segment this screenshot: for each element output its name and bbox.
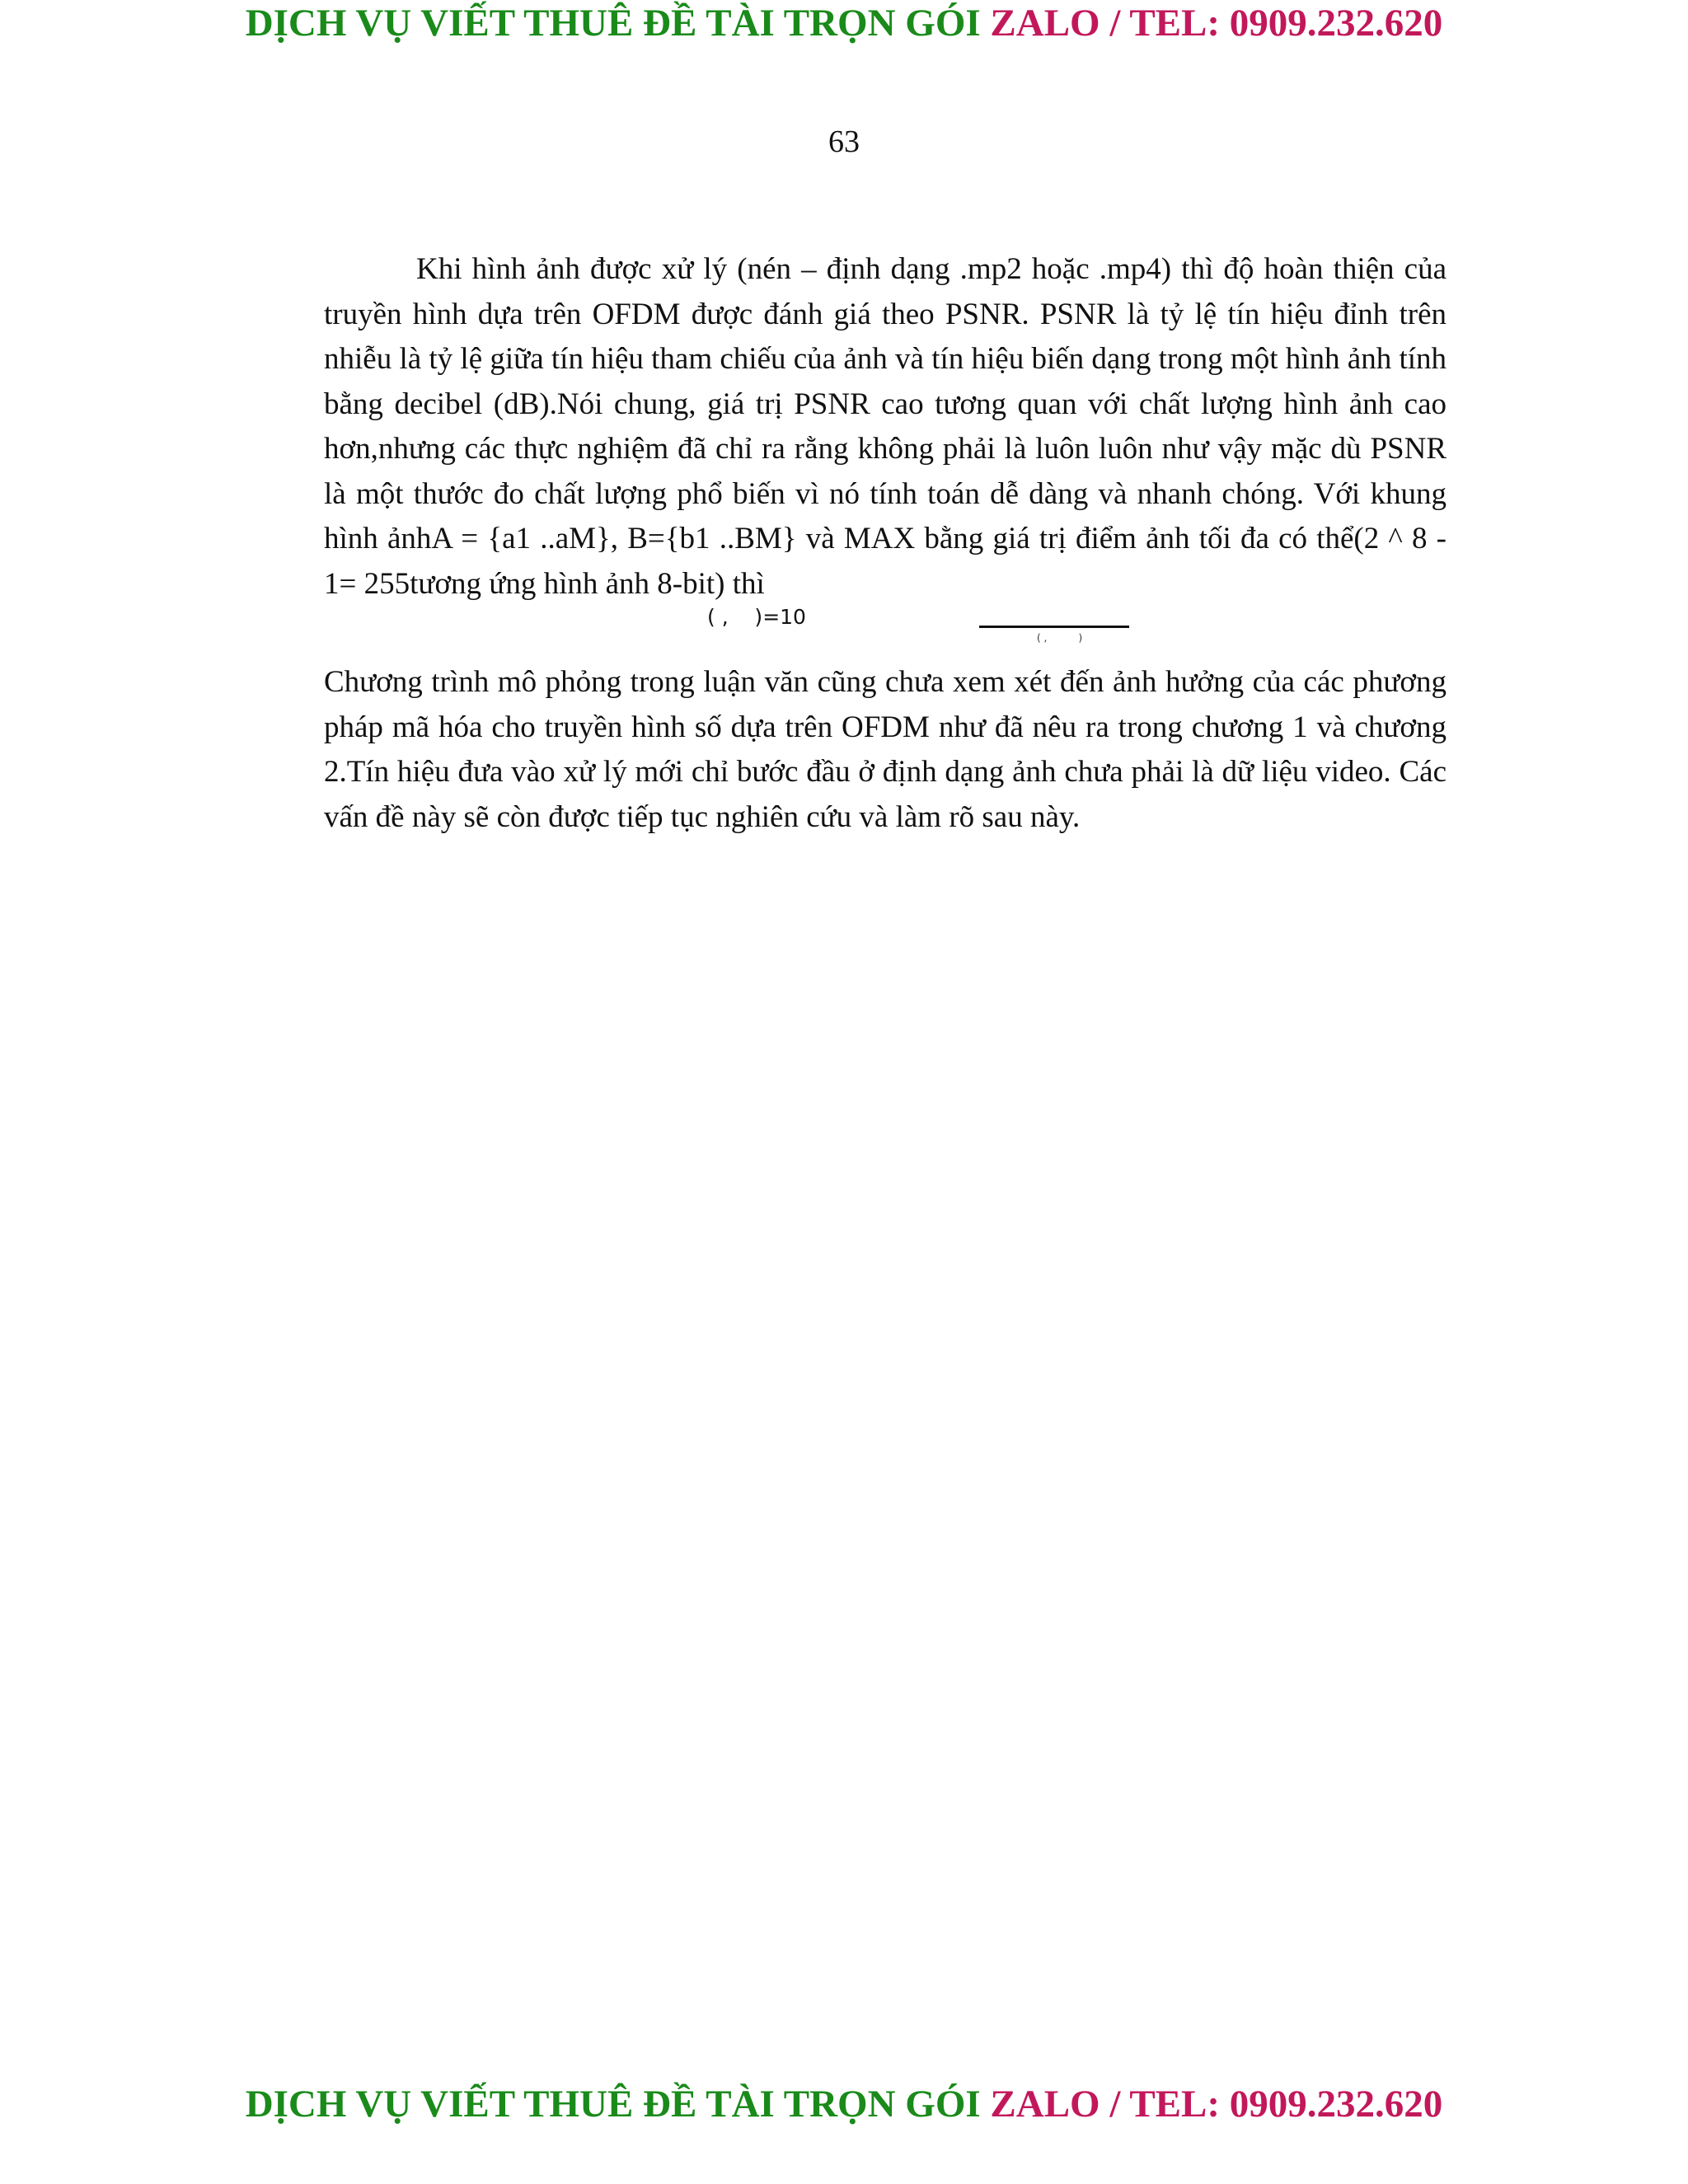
paragraph-simulation: Chương trình mô phỏng trong luận văn cũng chưa xem xét đến ảnh hưởng của các phương pháp mã hóa cho truyền hình số dựa trên OFDM như đã nêu ra trong chương 1 và chương 2.Tín hiệu đưa vào xử lý mới chỉ bước đầu ở định dạng ảnh chưa phải là dữ liệu video. Các vấn đề này sẽ còn được tiếp tục nghiên cứu và làm rõ sau này. — [324, 665, 1447, 834]
paragraph-psnr-text: Khi hình ảnh được xử lý (nén – định dạng .mp2 hoặc .mp4) thì độ hoàn thiện của truyền hình dựa trên OFDM được đánh giá theo PSNR. PSNR là tỷ lệ tín hiệu đỉnh trên nhiễu là tỷ lệ giữa tín hiệu tham chiếu của ảnh và tín hiệu biến dạng trong một hình ảnh tính bằng decibel (dB).Nói chung, giá trị PSNR cao tương quan với chất lượng hình ảnh cao hơn,nhưng các thực nghiệm đã chỉ ra rằng không phải là luôn luôn như vậy mặc dù PSNR là một thước đo chất lượng phổ biến vì nó tính toán dễ dàng và nhanh chóng. Với khung hình ảnhA = {a1 ..aM}, B={b1 ..BM} và MAX bằng giá trị điểm ảnh tối đa có thể(2 ^ 8 - 1= 255tương ứng hình ảnh 8-bit) thì — [324, 252, 1447, 601]
formula-fraction-bar — [979, 626, 1129, 628]
banner-contact-text: ZALO / TEL: 0909.232.620 — [980, 2, 1443, 45]
page-number: 63 — [828, 124, 860, 159]
banner-service-text: DỊCH VỤ VIẾT THUÊ ĐỀ TÀI TRỌN GÓI — [245, 2, 981, 45]
formula-lhs: ( , )=10 — [707, 605, 806, 629]
formula-denominator: ( , ) — [1037, 632, 1083, 644]
paragraph-psnr — [324, 247, 1447, 607]
header-banner — [0, 0, 1688, 46]
footer-banner — [0, 2081, 1688, 2127]
footer-contact-text: ZALO / TEL: 0909.232.620 — [980, 2083, 1443, 2125]
psnr-formula — [707, 601, 1136, 650]
footer-service-text: DỊCH VỤ VIẾT THUÊ ĐỀ TÀI TRỌN GÓI — [245, 2083, 981, 2125]
